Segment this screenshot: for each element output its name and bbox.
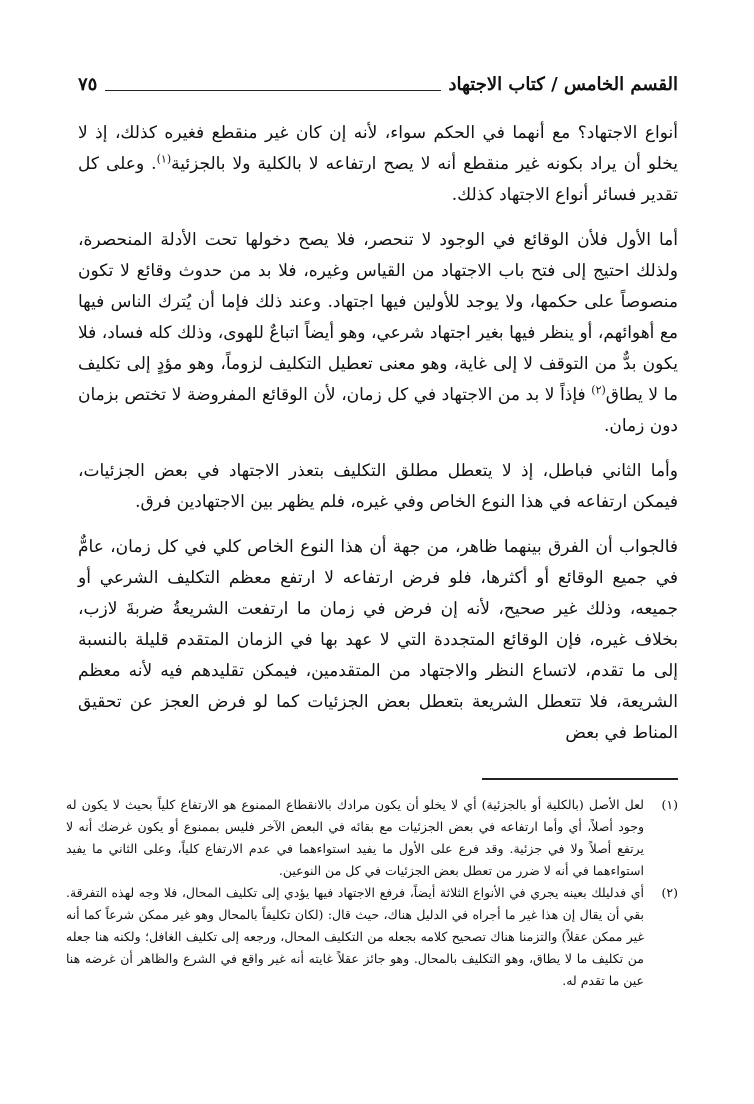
paragraph-2 xyxy=(78,225,678,442)
footnote-ref-1: (١) xyxy=(156,152,172,166)
section-title: القسم الخامس / كتاب الاجتهاد xyxy=(448,74,678,95)
paragraph-4 xyxy=(78,532,678,749)
footnote-1-text: لعل الأصل (بالكلية أو بالجزئية) أي لا يخلو أن يكون مرادك بالانقطاع الممنوع هو الارتفاع كلياً بحيث لا يكون له وجود أصلاً، أي وأما ارتفاعه في بعض الجزئيات مع بقائه في البعض الآخر فليس بممنوع أو يكون غرضك أنه لا يرتفع أصلاً ولا في جزئية. وقد فرع على الأول ما يفيد استواءهما في عدم الارتفاع كلياً، وعلى الثاني ما يفيد استواءهما في أنه لا ضرر من تعطل بعض الجزئيات في كل من النوعين. xyxy=(66,797,644,878)
footnote-ref-2: (٢) xyxy=(591,383,606,397)
paragraph-1 xyxy=(78,118,678,211)
paragraph-1-text: أنواع الاجتهاد؟ مع أنهما في الحكم سواء، لأنه إن كان غير منقطع فغيره كذلك، إذ لا يخلو أن يراد بكونه غير منقطع أنه لا يصح ارتفاعه لا بالكلية ولا بالجزئية xyxy=(78,123,678,174)
footnote-2 xyxy=(66,882,678,992)
page-number: ٧٥ xyxy=(78,74,98,95)
footnote-1-mark: (١) xyxy=(661,797,678,812)
paragraph-3-text: وأما الثاني فباطل، إذ لا يتعطل مطلق التكليف بتعذر الاجتهاد في بعض الجزئيات، فيمكن ارتفاعه في هذا النوع الخاص وفي غيره، فلم يظهر بين الاجتهادين فرق. xyxy=(78,461,678,512)
footnote-1 xyxy=(66,794,678,882)
paragraph-3 xyxy=(78,456,678,518)
paragraph-2-text-end: فإذاً لا بد من الاجتهاد في كل زمان، لأن الوقائع المفروضة لا تختص بزمان دون زمان. xyxy=(78,385,678,436)
paragraph-1-text-end: . وعلى كل تقدير فسائر أنواع الاجتهاد كذلك. xyxy=(78,154,678,205)
footnotes xyxy=(66,794,678,992)
footnote-2-text: أي فدليلك بعينه يجري في الأنواع الثلاثة أيضاً، فرفع الاجتهاد فيها يؤدي إلى تكليف المحال، فلا وجه لهذه التفرقة. بقي أن يقال إن هذا غير ما أجراه في الدليل هناك، حيث قال: (لكان تكليفاً بالمحال وهو غير ممكن شرعاً كما أنه غير ممكن عقلاً) والتزمنا هناك تصحيح كلامه بجعله من التكليف المحال، ورجعه إلى تكليف الغافل؛ ولكنه هنا جعله من تكليف ما لا يطاق، وهو التكليف بالمحال. وهو جائز عقلاً غايته أنه غير واقع في الشرع والظاهر أن غرضه هنا عين ما تقدم له. xyxy=(66,885,644,988)
paragraph-4-text: فالجواب أن الفرق بينهما ظاهر، من جهة أن هذا النوع الخاص كلي في كل زمان، عامٌّ في جميع الوقائع أو أكثرها، فلو فرض ارتفاعه لا ارتفع معظم التكليف الشرعي أو جميعه، وذلك غير صحيح، لأنه إن فرض في زمان ما ارتفعت الشريعةُ ضربةَ لازب، بخلاف غيره، فإن الوقائع المتجددة التي لا عهد بها في الزمان المتقدم قليلة بالنسبة إلى ما تقدم، لاتساع النظر والاجتهاد من المتقدمين، فيمكن تقليدهم فيه لأنه معظم الشريعة، فلا تتعطل الشريعة بتعطل بعض الجزئيات كما لو فرض العجز عن تحقيق المناط في بعض xyxy=(78,537,678,743)
footnote-separator xyxy=(482,778,678,780)
running-header xyxy=(78,70,678,96)
footnote-2-mark: (٢) xyxy=(661,885,678,900)
header-rule xyxy=(105,90,440,91)
main-text xyxy=(78,118,678,763)
paragraph-2-text: أما الأول فلأن الوقائع في الوجود لا تنحصر، فلا يصح دخولها تحت الأدلة المنحصرة، ولذلك احتيج إلى فتح باب الاجتهاد من القياس وغيره، فلا بد من حدوث وقائع لا تكون منصوصاً على حكمها، ولا يوجد للأولين فيها اجتهاد. وعند ذلك فإما أن يُترك الناس فيها مع أهوائهم، أو ينظر فيها بغير اجتهاد شرعي، وهو أيضاً اتباعٌ للهوى، وذلك كله فساد، فلا يكون بدٌّ من التوقف لا إلى غاية، وهو معنى تعطيل التكليف لزوماً، وهو مؤدٍ إلى تكليف ما لا يطاق xyxy=(78,230,678,405)
